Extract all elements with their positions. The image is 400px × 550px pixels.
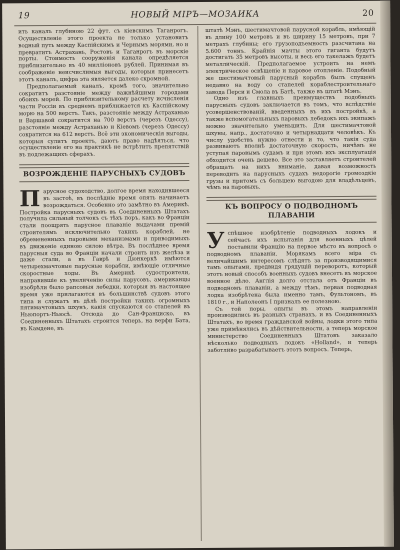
paragraph: ить каналъ глубиною 22 фут. съ кіевскимъ Таганрогъ. Осуществленіе этого проекта не только установитъ водный путь между Каспійскимъ и Чернымъ морями, но и превратитъ Астрахань, Ростовъ и Таганрогъ въ морскіе порты. Стоимость сооруженія канала опредѣляется приблизительно въ 40 милліоновъ рублей. Принимая въ соображеніе неисчислимыя выгоды, которыя принесетъ этотъ каналъ, цифра эта является далеко скромной.	[18, 28, 189, 84]
paragraph-text: спѣшное изобрѣтеніе подводныхъ лодокъ и сейчасъ ихъ испытанія для военныхъ цѣлей поставили Францію на первое мѣсто въ вопросѣ о подводномъ плаваніи. Морякамъ всего міра съ величайшимъ интересомъ слѣдятъ за производящимися тамъ опытами, предвидя грядущій переворотъ, который этотъ новый способъ военныхъ судовъ внесетъ въ морское военное дѣло. Англія долго отстала отъ Франціи въ подводномъ плаваніи, а между тѣмъ, первая подводная лодка изобрѣтена была именно тамъ, Фультономъ, въ 1810 г., и Наполеонъ I призналъ ее полезною.	[206, 230, 378, 306]
left-column	[18, 28, 190, 333]
paragraph: Съ той поры, опыты въ этомъ направленіи производились въ разныхъ странахъ, и въ Соединенныхъ Штатахъ, во время гражданской войны, лодки этого типа уже примѣнялись въ дѣйствительности, а теперь морское министерство Соединенныхъ Штатовъ заказало нѣсколько подводныхъ лодокъ «Holland», и теперь заботливо разрабатываетъ этотъ вопросъ. Теперь,	[207, 305, 378, 354]
heading-rule	[19, 166, 189, 168]
section-heading-block	[206, 196, 376, 224]
page-gutter-shadow	[380, 1, 394, 547]
right-column	[205, 27, 377, 355]
magazine-page	[2, 1, 394, 550]
page-number-right: 20	[362, 8, 375, 19]
paragraph: Одно изъ главныхъ преимуществъ подобныхъ парусныхъ судовъ заключается въ томъ, что вслѣдствіе усовершенствованій, введенныхъ въ ихъ постройкѣ, а также вспомогательныхъ паровыхъ лебедокъ ихъ экипажъ можно значительно уменьшить. Для шестимачтовой шхуны, напр., достаточно и четырнадцати человѣкъ. Къ числу удобствъ нужно отнести и то, что такія суда развиваютъ вполнѣ достаточную скорость, ничѣмъ не уступая паровымъ судамъ и при этомъ ихъ эксплуатація обходится очень дешево. Все это заставляетъ строителей обращать на нихъ вниманіе, давая возможность переводить на парусныхъ судахъ недорогіе громоздкіе грузы и притомъ съ большею выгодою для владѣльцевъ, чѣмъ на паровыхъ.	[205, 95, 377, 192]
section-heading-submarine: КЪ ВОПРОСУ О ПОДВОДНОМЪ ПЛАВАНІИ	[225, 202, 358, 220]
section-heading-block	[19, 163, 189, 182]
running-title: НОВЫЙ МІРЪ—МОЗАИКА	[130, 9, 260, 21]
page-header	[14, 7, 376, 27]
page-number-left: 19	[18, 11, 31, 22]
section-first-paragraph	[19, 188, 190, 333]
section-first-paragraph	[207, 230, 378, 306]
heading-rule	[206, 199, 376, 201]
column-divider	[197, 26, 202, 541]
drop-cap: П	[19, 186, 41, 213]
paragraph: Предполагаемый каналъ, кромѣ того, значительно сократитъ разстояніе между важнѣйшими городами обоихъ морей. По приблизительному расчету исчисленія части Россіи въ среднемъ приближается къ Каспійскому морю на 500 верстъ. Такъ, разстояніе между Астраханью и Варшавой сократится на 700 верстъ (черезъ Одессу), разстояніе между Астраханью и Кіевомъ (черезъ Одессу) сократится на 612 верстъ. Всё эти экономическія выгоды, которыя сулитъ проектъ, даютъ право надѣяться, что осуществленіе его на практикѣ не встрѣтитъ препятствій въ подлежащихъ сферахъ.	[18, 82, 190, 159]
paragraph-text: арусное судоходство, долгое время находившееся въ застоѣ, въ послѣдніе время опять начинаетъ возрождаться. Особенно это замѣтно въ Америкѣ. Постройка парусныхъ судовъ въ Соединенныхъ Штатахъ получила сильный толчокъ съ тѣхъ поръ, какъ во Франціи стали поощрять парусное плаваніе выдачами премій строителямъ исключительно такихъ кораблей, не обремененныхъ паровыми механизмами и приводимыхъ въ движеніе единою силою вѣтра. Въ послѣднее время парусныя суда во Франціи начали строить изъ желѣза и даже стали, а въ Гаврѣ и Дюнкеркѣ имѣются четырехмачтовые паруcные корабли, имѣющіе отличные скоростные ходы. Въ Америкѣ судостроители, направившіе къ увеличенію силы парусовъ, американцы изобрѣли было рапсовыя лебедки, которыя въ настоящее время уже прилагаются въ большинствѣ судовъ этого типа и служатъ въ дѣлѣ постройки такихъ огромныхъ пятимачтовыхъ шхунъ, какія спускаются со стапелей въ Ньюпортъ-Ньюсѣ. Отсюда до Сан-Франциско, въ Соединенныхъ Штатахъ строится теперь, на верфи Бата, въ Камдене, въ	[19, 188, 191, 333]
drop-cap: У	[206, 228, 225, 255]
paragraph: штатѣ Мэнъ, шестимачтовой парусной корабль, имѣющій въ длину 100 метровъ и въ ширину 15 метровъ, при 7 метрахъ глубины; его грузоподъемность разсчитана на 5.600 тоннъ. Крайнія мачты этого гиганта будутъ достигать 35 метровъ высоты, и весь его такелажъ будетъ металлическій. Предполагаемое устроить на немъ электрическое освѣщеніе и паровое отопленіе. Подобный же шестимачтовый парусный корабль былъ спущенъ недавно на воду со стапелей кораблестроительнаго завода Перси и Смола въ Батѣ, также въ штатѣ Мэнъ.	[205, 26, 376, 96]
section-heading-sailing-ships: ВОЗРОЖДЕНІЕ ПАРУСНЫХЪ СУДОВЪ	[23, 169, 186, 179]
